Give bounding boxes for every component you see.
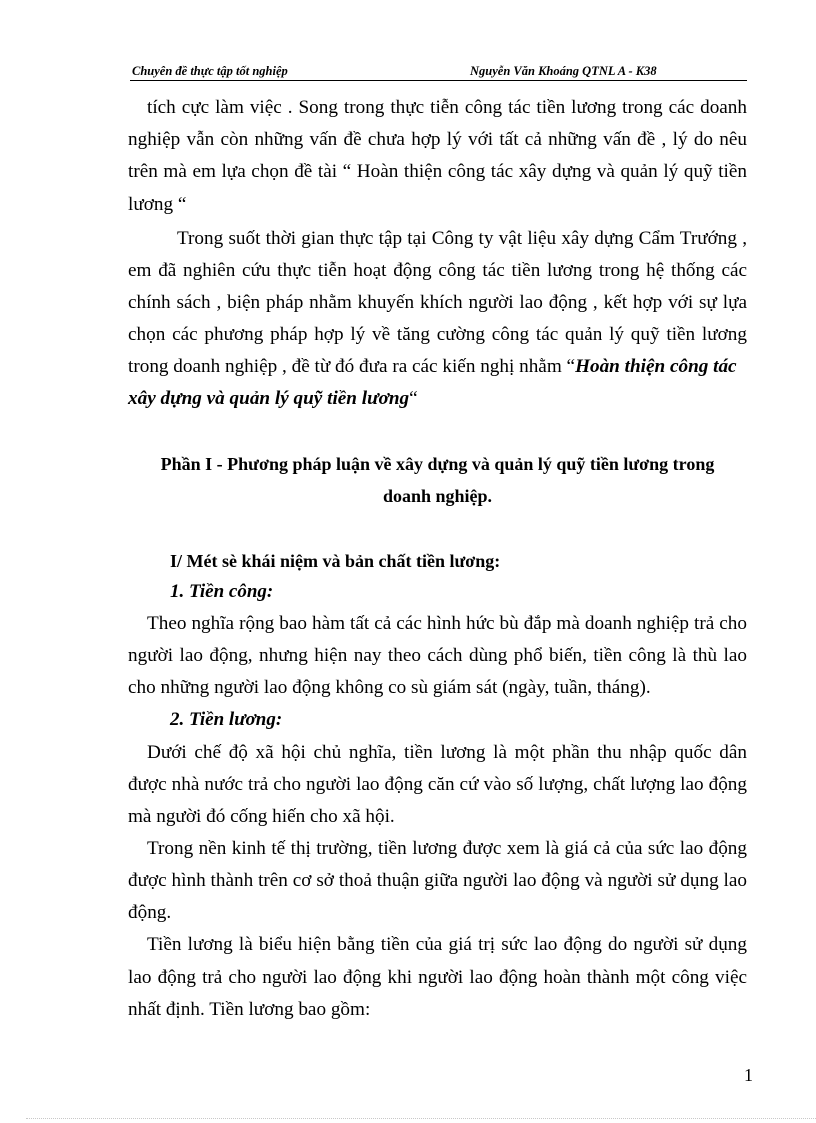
paragraph-line: Trong suốt thời gian thực tập tại Công ty vật liệu xây dựng Cẩm Trướng ,: [177, 228, 747, 249]
paragraph-line: Theo nghĩa rộng bao hàm tất cả các hình hức bù đắp mà doanh nghiệp trả cho: [147, 613, 747, 634]
paragraph-line: trên mà em lựa chọn đề tài “ Hoàn thiện công tác xây dựng và quản lý quỹ tiền: [128, 161, 747, 182]
paragraph-line: Trong nền kinh tế thị trường, tiền lương được xem là giá cả của sức lao động: [147, 838, 747, 859]
paragraph-line: tích cực làm việc . Song trong thực tiễn công tác tiền lương trong các doanh: [147, 97, 747, 118]
subsection-title: 2. Tiền lương:: [170, 709, 283, 730]
subsection-title: 1. Tiền công:: [170, 581, 274, 602]
paragraph-line: chọn các phương pháp hợp lý về tăng cường công tác quản lý quỹ tiền lương: [128, 324, 747, 345]
paragraph-text: trong doanh nghiệp , đề từ đó đưa ra các kiến nghị nhằm “: [128, 356, 576, 377]
paragraph-line: lương “: [128, 194, 187, 215]
paragraph-line: cho những người lao động không co sù giám sát (ngày, tuần, tháng).: [128, 677, 651, 698]
paragraph-line: động.: [128, 902, 172, 923]
paragraph-line: nhất định. Tiền lương bao gồm:: [128, 999, 371, 1020]
emphasis-text: xây dựng và quản lý quỹ tiền lương: [128, 388, 410, 409]
paragraph-line: Dưới chế độ xã hội chủ nghĩa, tiền lương là một phần thu nhập quốc dân: [147, 742, 747, 763]
paragraph-line: em đã nghiên cứu thực tiễn hoạt động công tác tiền lương trong hệ thống các: [128, 260, 747, 281]
paragraph-line: nghiệp vẫn còn những vấn đề chưa hợp lý với tất cả những vấn đề , lý do nêu: [128, 129, 747, 150]
page-header: [130, 62, 747, 81]
paragraph-line: mà người đó cống hiến cho xã hội.: [128, 806, 395, 827]
paragraph-line: được hình thành trên cơ sở thoả thuận giữa người lao động và người sử dụng lao: [128, 870, 747, 891]
paragraph-text: “: [409, 388, 418, 409]
header-left-text: Chuyên đề thực tập tốt nghiệp: [132, 64, 288, 78]
page-number: 1: [744, 1065, 753, 1085]
paragraph-line: được nhà nước trả cho người lao động căn cứ vào số lượng, chất lượng lao động: [128, 774, 747, 795]
part-heading-line: Phần I - Phương pháp luận về xây dựng và quản lý quỹ tiền lương trong: [160, 454, 715, 474]
paragraph-line: người lao động, nhưng hiện nay theo cách dùng phổ biến, tiền công là thù lao: [128, 645, 747, 666]
emphasis-text: Hoàn thiện công tác: [575, 356, 737, 377]
paragraph-line: [128, 388, 418, 410]
paragraph-line: chính sách , biện pháp nhằm khuyến khích người lao động , kết hợp với sự lựa: [128, 292, 747, 313]
part-heading-line: doanh nghiệp.: [382, 486, 493, 506]
header-right-text: Nguyễn Văn Khoáng QTNL A - K38: [470, 64, 657, 78]
paragraph-line: lao động trả cho người lao động khi người lao động hoàn thành một công việc: [128, 967, 747, 988]
paragraph-line: [128, 356, 737, 378]
paragraph-line: Tiền lương là biểu hiện bằng tiền của giá trị sức lao động do người sử dụng: [147, 934, 747, 955]
page-bottom-border: [26, 1118, 816, 1119]
section-title: I/ Mét sè khái niệm và bản chất tiền lương:: [170, 551, 501, 571]
